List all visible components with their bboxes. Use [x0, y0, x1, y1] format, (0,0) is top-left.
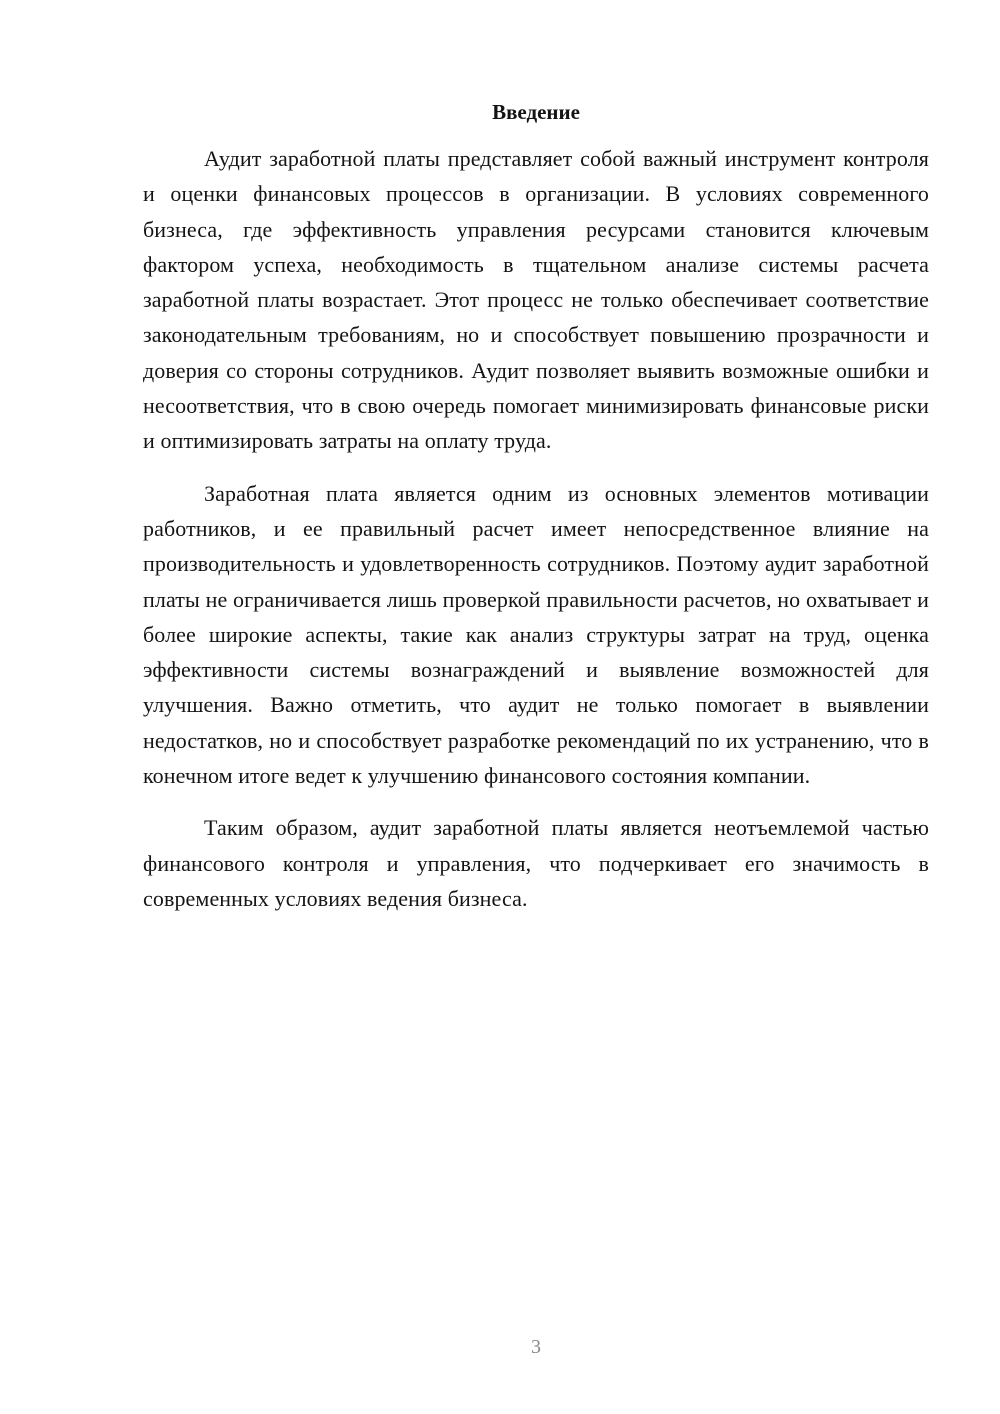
- paragraph-3: Таким образом, аудит заработной платы является неотъемлемой частью финансового контроля и управления, что подчеркивает его значимость в современных условиях ведения бизнеса.: [143, 815, 929, 911]
- paragraph-1: Аудит заработной платы представляет собой важный инструмент контроля и оценки финансовых процессов в организации. В условиях современного бизнеса, где эффективность управления ресурсами становится ключевым фактором успеха, необходимость в тщательном анализе системы расчета заработной платы возрастает. Этот процесс не только обеспечивает соответствие законодательным требованиям, но и способствует повышению прозрачности и доверия со стороны сотрудников. Аудит позволяет выявить возможные ошибки и несоответствия, что в свою очередь помогает минимизировать финансовые риски и оптимизировать затраты на оплату труда.: [143, 146, 929, 454]
- document-body: [143, 96, 929, 933]
- page-number: 3: [531, 1336, 541, 1358]
- paragraph-2: Заработная плата является одним из основных элементов мотивации работников, и ее правильный расчет имеет непосредственное влияние на производительность и удовлетворенность сотрудников. Поэтому аудит заработной платы не ограничивается лишь проверкой правильности расчетов, но охватывает и более широкие аспекты, такие как анализ структуры затрат на труд, оценка эффективности системы вознаграждений и выявление возможностей для улучшения. Важно отметить, что аудит не только помогает в выявлении недостатков, но и способствует разработке рекомендаций по их устранению, что в конечном итоге ведет к улучшению финансового состояния компании.: [143, 480, 929, 789]
- section-title: Введение: [492, 100, 580, 124]
